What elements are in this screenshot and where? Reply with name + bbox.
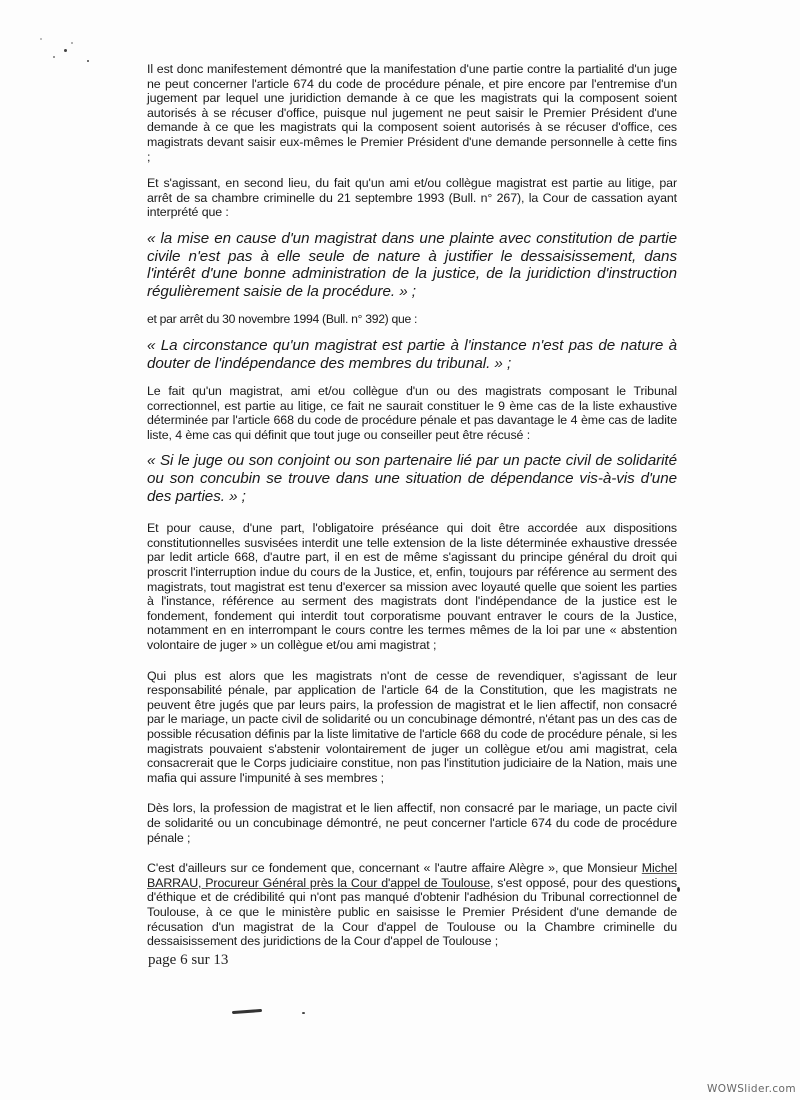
paragraph: Dès lors, la profession de magistrat et le lien affectif, non consacré par le mariage, un pacte civil de solidarité ou un concubinage démontré, ne peut concerner l'article 674 du code de procédure pénale ; bbox=[147, 801, 677, 845]
ink-mark bbox=[232, 1009, 262, 1014]
scan-speck bbox=[64, 49, 67, 52]
scan-speck bbox=[53, 56, 55, 58]
paragraph: Le fait qu'un magistrat, ami et/ou collègue d'un ou des magistrats composant le Tribunal correctionnel, est partie au litige, ce fait ne saurait constituer le 9 ème cas de la liste exhaustive déterminée par l'article 668 du code de procédure pénale et pas davantage le 4 ème cas de ladite liste, 4 ème cas qui définit que tout juge ou conseiller peut être récusé : bbox=[147, 384, 677, 442]
scan-speck bbox=[302, 1012, 305, 1014]
paragraph-text: , s'est opposé, pour des questions d'éthique et de crédibilité qui n'ont pas manqué d'obtenir l'adhésion du Tribunal correctionnel de Toulouse, à ce que le ministère public en saisisse le Premier Président d'une demande de récusation d'un magistrat de la Cour d'appel de Toulouse ou la Chambre criminelle du dessaisissement des juridictions de la Cour d'appel de Toulouse ; bbox=[147, 875, 678, 949]
quotation: « la mise en cause d'un magistrat dans une plainte avec constitution de partie civile n'est pas à elle seule de nature à justifier le dessaisissement, dans l'intérêt d'une bonne administration de la justice, de la juridiction d'instruction régulièrement saisie de la procédure. » ; bbox=[147, 229, 677, 300]
underlined-name: Michel BARRAU, Procureur Général près la Cour d'appel de Toulouse bbox=[147, 861, 677, 890]
document-body bbox=[147, 62, 677, 949]
quotation: « La circonstance qu'un magistrat est partie à l'instance n'est pas de nature à douter de l'indépendance des membres du tribunal. » ; bbox=[147, 336, 677, 372]
scan-speck bbox=[87, 60, 89, 62]
paragraph: Qui plus est alors que les magistrats n'ont de cesse de revendiquer, s'agissant de leur responsabilité pénale, par application de l'article 64 de la Constitution, que les magistrats ne peuvent être jugés que par leurs pairs, la profession de magistrat et le lien affectif, non consacré par le mariage, un pacte civil de solidarité ou un concubinage démontré, n'étant pas un des cas de possible récusation définis par la liste limitative de l'article 668 du code de procédure pénale, si les magistrats pouvaient s'abstenir volontairement de juger un collègue et/ou ami magistrat, cela consacrerait que le Corps judiciaire constitue, non pas l'institution judiciaire de la Nation, mais une mafia qui assure l'impunité à ses membres ; bbox=[147, 668, 677, 785]
watermark: WOWSlider.com bbox=[707, 1083, 796, 1095]
scan-speck bbox=[677, 887, 680, 892]
scan-speck bbox=[71, 42, 73, 44]
paragraph: Il est donc manifestement démontré que la manifestation d'une partie contre la partialité d'un juge ne peut concerner l'article 674 du code de procédure pénale, et pire encore par l'entremise d'un jugement par lequel une juridiction demande à ce que les magistrats qui la composent soient autorisés à se récuser d'office, puisque nul jugement ne peut saisir le Premier Président d'une demande à ce que les magistrats qui la composent soient autorisés à se récuser d'office, ces magistrats devant saisir eux-mêmes le Premier Président d'une demande personnelle à cette fins ; bbox=[147, 62, 677, 164]
quotation: « Si le juge ou son conjoint ou son partenaire lié par un pacte civil de solidarité ou son concubin se trouve dans une situation de dépendance vis-à-vis d'une des parties. » ; bbox=[147, 452, 677, 505]
page-number: page 6 sur 13 bbox=[148, 952, 229, 968]
paragraph: Et pour cause, d'une part, l'obligatoire préséance qui doit être accordée aux dispositions constitutionnelles susvisées interdit une telle extension de la liste déterminée exhaustive dressée par ledit article 668, d'autre part, il en est de même s'agissant du principe général du droit qui proscrit l'interruption indue du cours de la Justice, et, enfin, toujours par référence au serment des magistrats, tout magistrat est tenu d'exercer sa mission avec loyauté quelle que soient les parties à l'instance, référence au serment des magistrats dont l'indépendance de la justice est le fondement, fondement qui interdit tout corporatisme pouvant entraver le cours de la Justice, notamment en en interrompant le cours contre les termes mêmes de la loi par une « abstention volontaire de juger » un collègue et/ou ami magistrat ; bbox=[147, 521, 677, 652]
paragraph: et par arrêt du 30 novembre 1994 (Bull. n° 392) que : bbox=[147, 312, 418, 327]
paragraph: Et s'agissant, en second lieu, du fait qu'un ami et/ou collègue magistrat est partie au litige, par arrêt de sa chambre criminelle du 21 septembre 1993 (Bull. n° 267), la Cour de cassation ayant interprété que : bbox=[147, 176, 677, 220]
paragraph bbox=[147, 861, 677, 949]
paragraph-text: C'est d'ailleurs sur ce fondement que, concernant « l'autre affaire Alègre », que Monsieur bbox=[147, 861, 642, 876]
scan-speck bbox=[40, 38, 42, 40]
